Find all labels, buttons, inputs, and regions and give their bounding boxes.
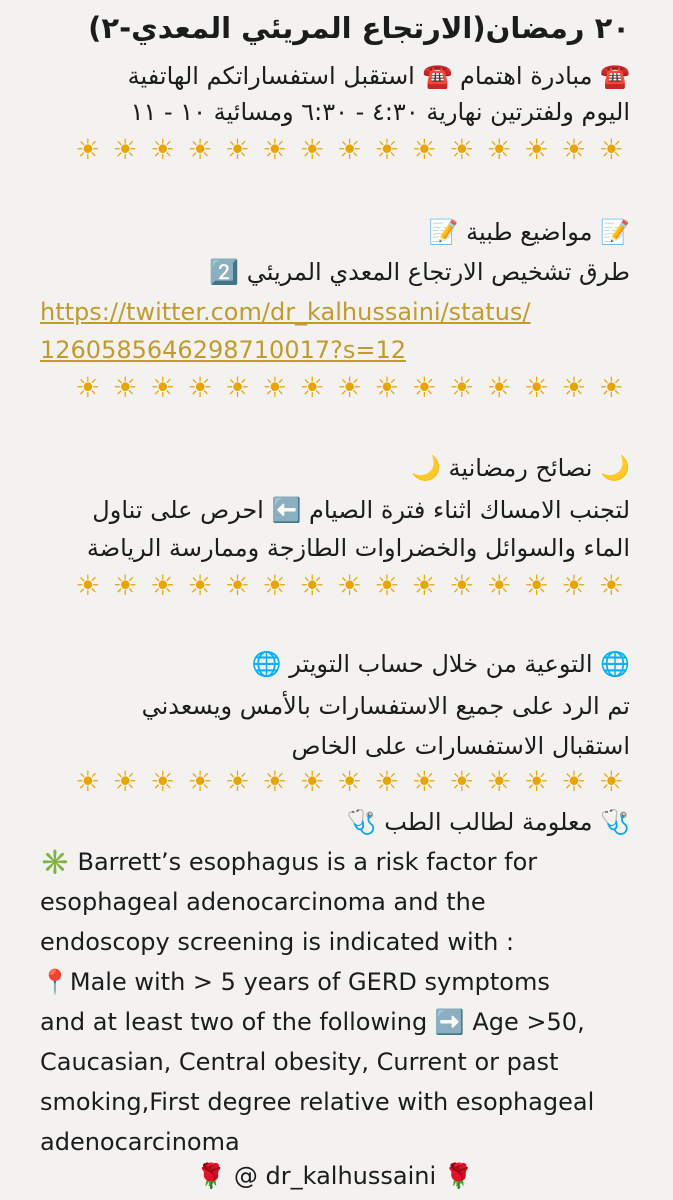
sun-icon: ☀ <box>486 569 512 602</box>
tweet-link[interactable]: https://twitter.com/dr_kalhussaini/status/ <box>40 298 531 326</box>
sun-icon: ☀ <box>486 133 512 166</box>
sun-icon: ☀ <box>598 765 624 798</box>
sun-icon: ☀ <box>224 133 250 166</box>
sun-icon: ☀ <box>449 133 475 166</box>
sun-icon: ☀ <box>150 371 176 404</box>
awareness-line: استقبال الاستفسارات على الخاص <box>291 732 630 760</box>
sun-divider <box>40 368 630 408</box>
english-line: esophageal adenocarcinoma and the <box>40 888 486 916</box>
sun-icon: ☀ <box>299 569 325 602</box>
sun-icon: ☀ <box>337 371 363 404</box>
hours-line: اليوم ولفترتين نهارية ٤:٣٠ - ٦:٣٠ ومسائية ١٠ - ١١ <box>130 98 630 126</box>
sun-icon: ☀ <box>337 569 363 602</box>
sun-icon: ☀ <box>150 133 176 166</box>
sun-icon: ☀ <box>449 371 475 404</box>
english-line: endoscopy screening is indicated with : <box>40 928 515 956</box>
sun-icon: ☀ <box>598 569 624 602</box>
sun-icon: ☀ <box>112 569 138 602</box>
sun-icon: ☀ <box>486 765 512 798</box>
sun-icon: ☀ <box>598 133 624 166</box>
sun-icon: ☀ <box>374 569 400 602</box>
english-line: ✳️ Barrett’s esophagus is a risk factor for <box>40 848 538 876</box>
tweet-link-continued[interactable]: 1260585646298710017?s=12 <box>40 336 407 364</box>
sun-icon: ☀ <box>262 765 288 798</box>
sun-icon: ☀ <box>299 765 325 798</box>
sun-icon: ☀ <box>75 371 101 404</box>
sun-icon: ☀ <box>598 371 624 404</box>
awareness-line: تم الرد على جميع الاستفسارات بالأمس ويسعدني <box>141 692 630 720</box>
english-line: 📍Male with > 5 years of GERD symptoms <box>40 968 550 996</box>
sun-icon: ☀ <box>523 371 550 404</box>
sun-icon: ☀ <box>112 133 138 166</box>
sun-icon: ☀ <box>150 569 176 602</box>
medical-item: طرق تشخيص الارتجاع المعدي المريئي 2️⃣ <box>209 258 630 286</box>
initiative-line: ☎️ مبادرة اهتمام ☎️ استقبل استفساراتكم الهاتفية <box>127 62 630 90</box>
student-heading: 🩺 معلومة لطالب الطب 🩺 <box>346 808 630 836</box>
sun-divider <box>40 130 630 170</box>
sun-icon: ☀ <box>561 133 587 166</box>
sun-icon: ☀ <box>337 133 363 166</box>
sun-icon: ☀ <box>75 569 101 602</box>
sun-icon: ☀ <box>224 765 250 798</box>
sun-icon: ☀ <box>299 371 325 404</box>
sun-icon: ☀ <box>486 371 512 404</box>
sun-icon: ☀ <box>337 765 363 798</box>
ramadan-heading: 🌙 نصائح رمضانية 🌙 <box>411 454 630 482</box>
signature <box>40 1156 630 1196</box>
sun-icon: ☀ <box>187 765 213 798</box>
sun-icon: ☀ <box>187 133 213 166</box>
sun-icon: ☀ <box>411 569 437 602</box>
sun-icon: ☀ <box>449 569 475 602</box>
sun-icon: ☀ <box>262 133 288 166</box>
sun-icon: ☀ <box>112 765 138 798</box>
signature-handle: @ dr_kalhussaini <box>233 1162 437 1190</box>
sun-icon: ☀ <box>150 765 176 798</box>
sun-icon: ☀ <box>411 765 437 798</box>
sun-icon: ☀ <box>523 569 550 602</box>
sun-icon: ☀ <box>561 371 587 404</box>
sun-icon: ☀ <box>262 371 288 404</box>
sun-icon: ☀ <box>561 765 587 798</box>
sun-icon: ☀ <box>523 765 550 798</box>
english-line: smoking,First degree relative with esophageal <box>40 1088 595 1116</box>
sun-icon: ☀ <box>75 133 101 166</box>
sun-icon: ☀ <box>299 133 325 166</box>
sun-icon: ☀ <box>224 371 250 404</box>
title: ٢٠ رمضان(الارتجاع المريئي المعدي-٢) <box>88 11 630 45</box>
sun-icon: ☀ <box>112 371 138 404</box>
sun-icon: ☀ <box>561 569 587 602</box>
english-line: Caucasian, Central obesity, Current or past <box>40 1048 559 1076</box>
ramadan-line: لتجنب الامساك اثناء فترة الصيام ⬅️ احرص على تناول <box>92 496 630 524</box>
sun-icon: ☀ <box>374 371 400 404</box>
sun-icon: ☀ <box>523 133 550 166</box>
sun-icon: ☀ <box>374 133 400 166</box>
sun-icon: ☀ <box>449 765 475 798</box>
sun-icon: ☀ <box>411 133 437 166</box>
sun-icon: ☀ <box>411 371 437 404</box>
sun-icon: ☀ <box>187 569 213 602</box>
sun-icon: ☀ <box>374 765 400 798</box>
sun-icon: ☀ <box>262 569 288 602</box>
english-line: and at least two of the following ➡️ Age >50, <box>40 1008 585 1036</box>
sun-divider <box>40 762 630 802</box>
sun-divider <box>40 566 630 606</box>
medical-heading: 📝 مواضيع طبية 📝 <box>428 218 630 246</box>
awareness-heading: 🌐 التوعية من خلال حساب التويتر 🌐 <box>251 650 630 678</box>
sun-icon: ☀ <box>224 569 250 602</box>
sun-icon: ☀ <box>75 765 101 798</box>
sun-icon: ☀ <box>187 371 213 404</box>
rose-icon: 🌹 <box>443 1162 474 1190</box>
rose-icon: 🌹 <box>196 1162 227 1190</box>
english-line: adenocarcinoma <box>40 1128 240 1156</box>
ramadan-line: الماء والسوائل والخضراوات الطازجة وممارسة الرياضة <box>86 534 630 562</box>
